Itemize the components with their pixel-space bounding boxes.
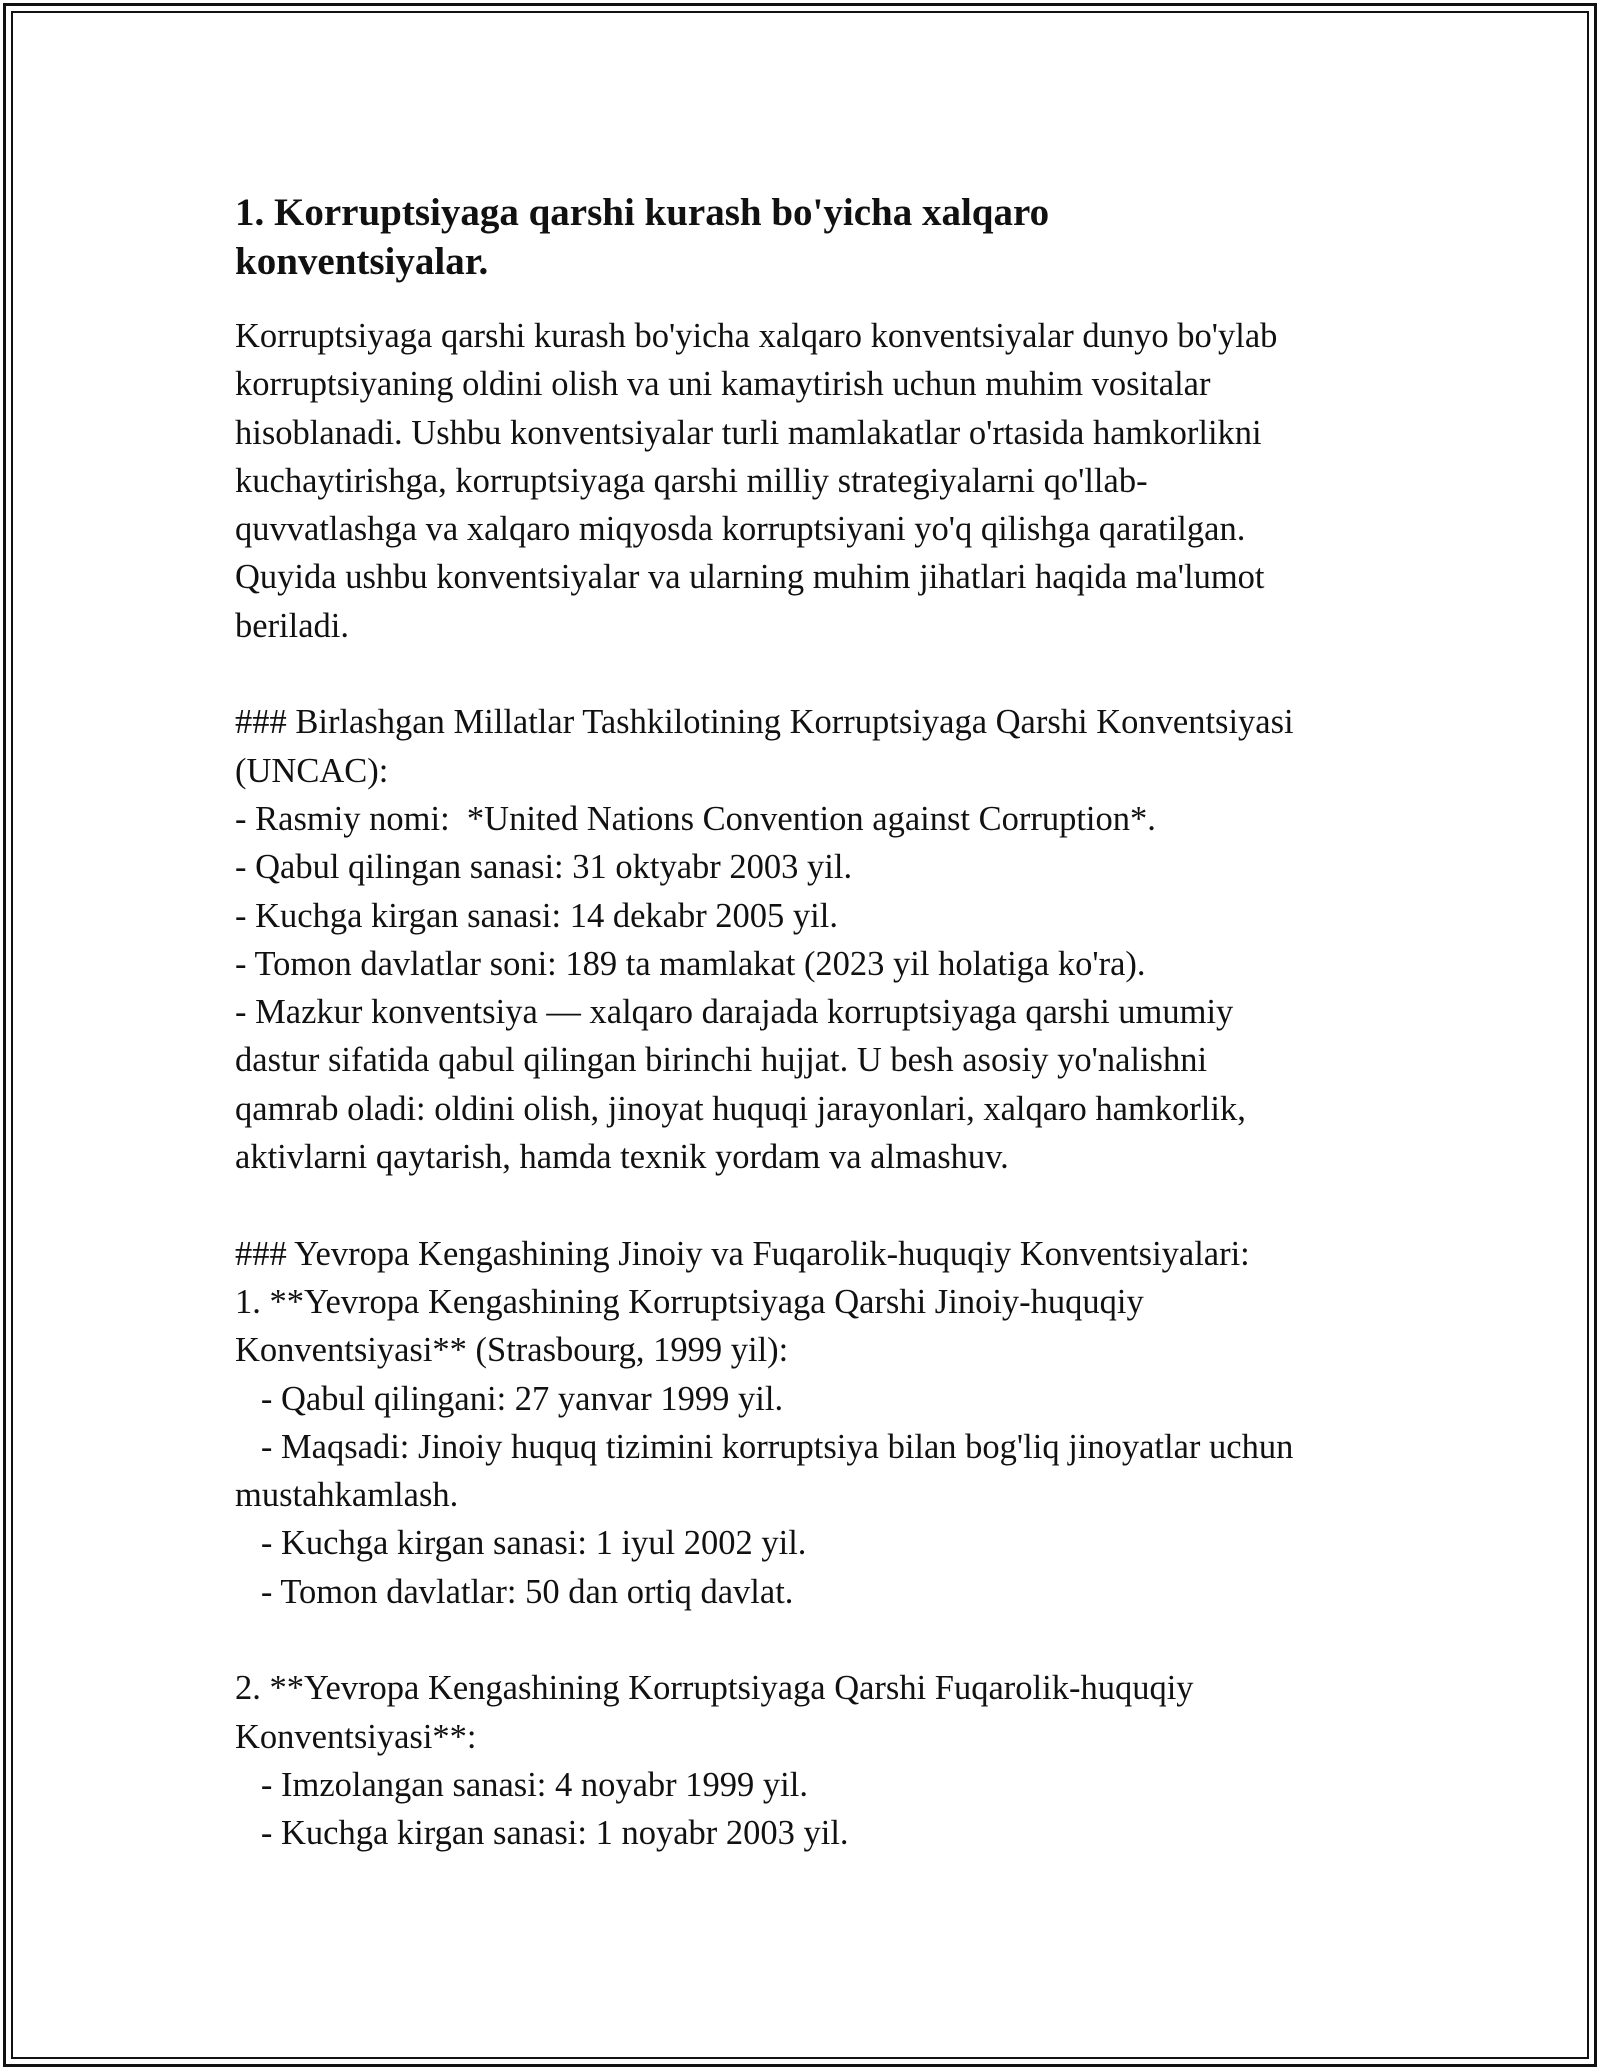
criminal-item-entry-into-force: - Kuchga kirgan sanasi: 1 iyul 2002 yil. bbox=[235, 1524, 807, 1563]
europe-section bbox=[235, 1230, 1385, 1858]
blank-line bbox=[235, 1181, 1385, 1229]
intro-paragraph: Korruptsiyaga qarshi kurash bo'yicha xalqaro konventsiyalar dunyo bo'ylab korruptsiyaning oldini olish va uni kamaytirish uchun muhim vositalar hisoblanadi. Ushbu konventsiyalar turli mamlakatlar o'rtasida hamkorlikni kuchaytirishga, korruptsiyaga qarshi milliy strategiyalarni qo'llab- quvvatlashga va xalqaro miqyosda korruptsiyani yo'q qilishga qaratilgan. Quyida ushbu konventsiyalar va ularning muhim jihatlari haqida ma'lumot beriladi. bbox=[235, 317, 1278, 645]
criminal-item-adopted: - Qabul qilingani: 27 yanvar 1999 yil. bbox=[235, 1379, 784, 1418]
document-heading: 1. Korruptsiyaga qarshi kurash bo'yicha xalqaro konventsiyalar. bbox=[235, 191, 1050, 283]
uncac-item-description: - Mazkur konventsiya — xalqaro darajada korruptsiyaga qarshi umumiy dastur sifatida qabul qilingan birinchi hujjat. U besh asosiy yo'nalishni qamrab oladi: oldini olish, jinoyat huquqi jarayonlari, xalqaro hamkorlik, aktivlarni qaytarish, hamda texnik yordam va almashuv. bbox=[235, 993, 1246, 1177]
uncac-heading: ### Birlashgan Millatlar Tashkilotining Korruptsiyaga Qarshi Konventsiyasi (UNCAC): bbox=[235, 703, 1294, 790]
uncac-item-official-name: - Rasmiy nomi: *United Nations Convention against Corruption*. bbox=[235, 799, 1156, 838]
civil-item-signed: - Imzolangan sanasi: 4 noyabr 1999 yil. bbox=[235, 1765, 808, 1804]
uncac-item-entry-into-force: - Kuchga kirgan sanasi: 14 dekabr 2005 yil. bbox=[235, 896, 838, 935]
document-body bbox=[235, 188, 1385, 1858]
europe-heading: ### Yevropa Kengashining Jinoiy va Fuqarolik-huquqiy Konventsiyalari: bbox=[235, 1234, 1250, 1273]
uncac-section bbox=[235, 698, 1385, 1181]
criminal-item-parties: - Tomon davlatlar: 50 dan ortiq davlat. bbox=[235, 1572, 794, 1611]
civil-convention-title: 2. **Yevropa Kengashining Korruptsiyaga Qarshi Fuqarolik-huquqiy Konventsiyasi**: bbox=[235, 1669, 1194, 1756]
blank-line bbox=[235, 1616, 1385, 1664]
criminal-item-purpose: - Maqsadi: Jinoiy huquq tizimini korruptsiya bilan bog'liq jinoyatlar uchun mustahkamlash. bbox=[235, 1427, 1294, 1515]
uncac-item-adopted-date: - Qabul qilingan sanasi: 31 oktyabr 2003 yil. bbox=[235, 848, 853, 887]
blank-line bbox=[235, 650, 1385, 698]
civil-item-entry-into-force: - Kuchga kirgan sanasi: 1 noyabr 2003 yil. bbox=[235, 1814, 849, 1853]
criminal-convention-title: 1. **Yevropa Kengashining Korruptsiyaga Qarshi Jinoiy-huquqiy Konventsiyasi** (Strasbourg, 1999 yil): bbox=[235, 1282, 1144, 1370]
uncac-item-state-parties: - Tomon davlatlar soni: 189 ta mamlakat (2023 yil holatiga ko'ra). bbox=[235, 944, 1146, 983]
